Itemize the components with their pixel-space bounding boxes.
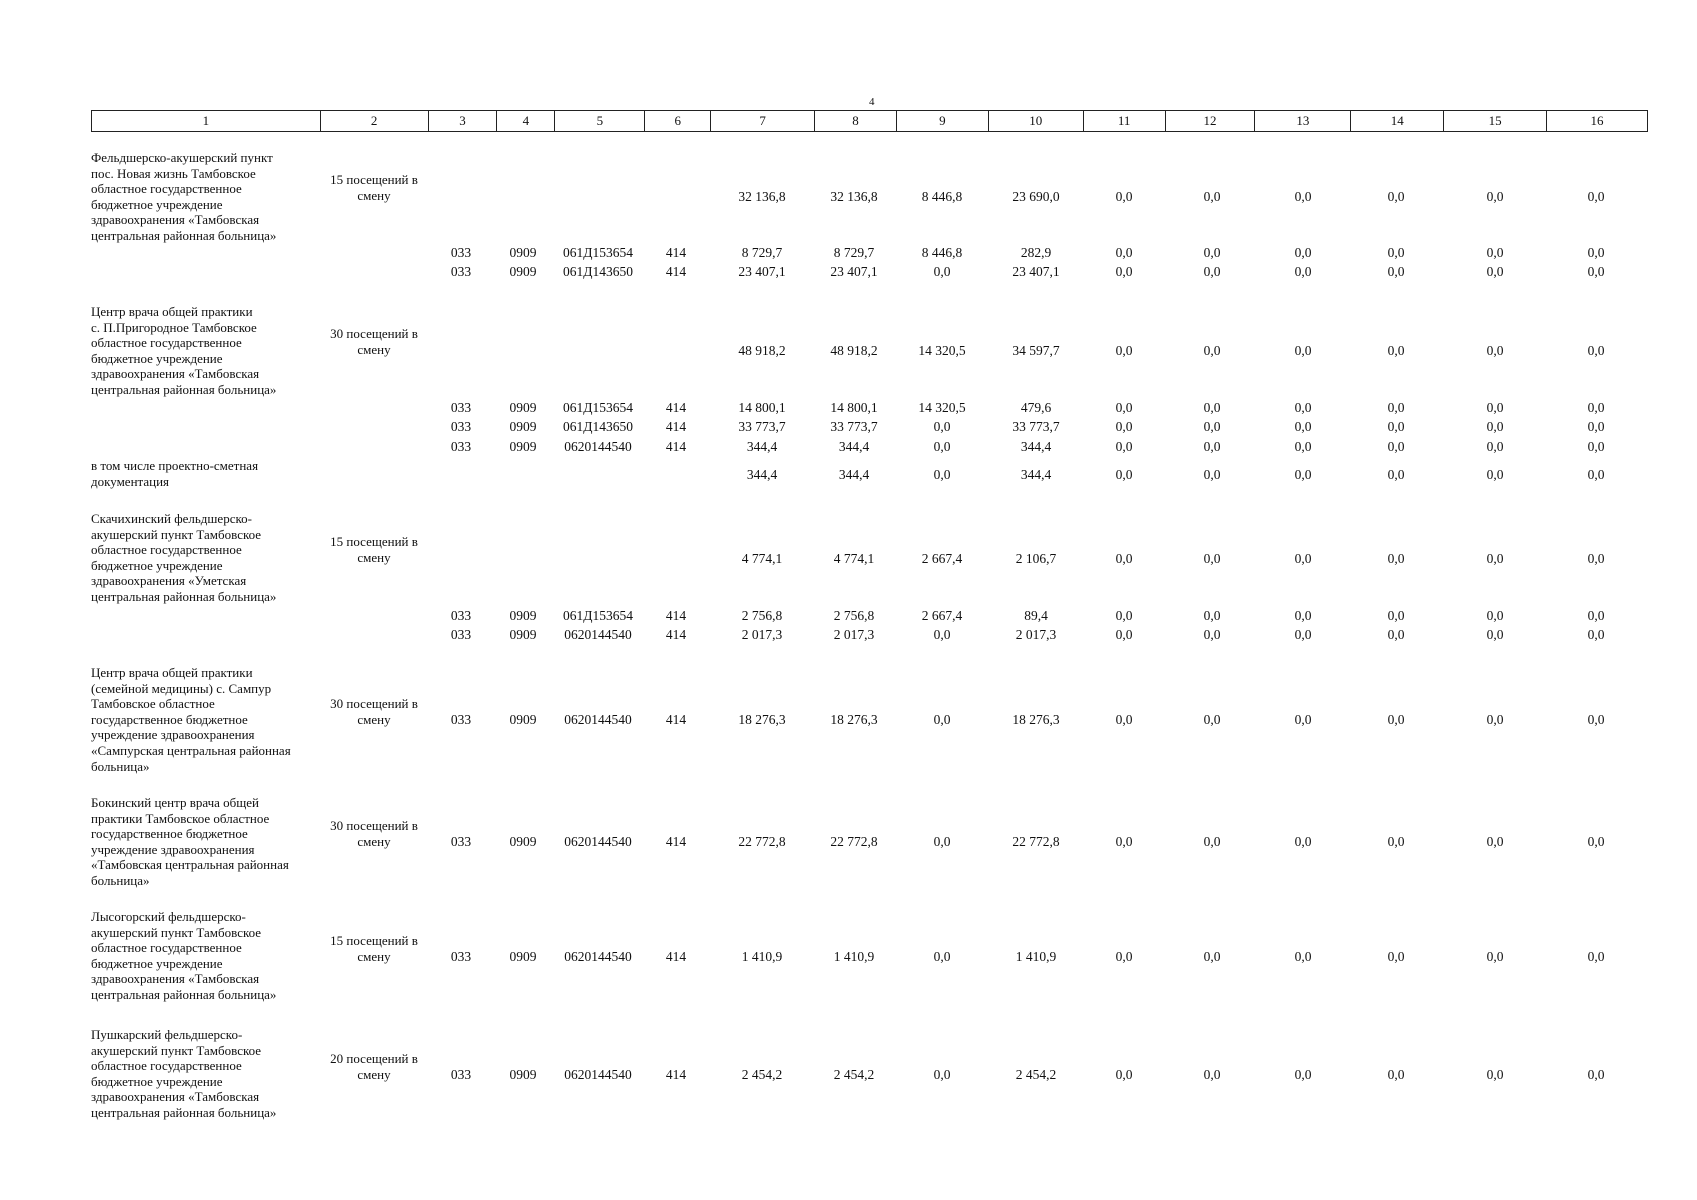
column-header-14: 14: [1351, 111, 1444, 131]
row-cell: 14 800,1: [738, 400, 786, 415]
row-cell: 0,0: [933, 264, 951, 279]
row-cell: 0,0: [1115, 419, 1133, 434]
total-cell: 0,0: [1115, 1067, 1133, 1082]
row-cell: 23 407,1: [738, 264, 786, 279]
row-cell: 0,0: [1387, 608, 1405, 623]
total-cell: 0,0: [1115, 343, 1133, 358]
total-cell: 0,0: [1115, 189, 1133, 204]
total-cell: 033: [450, 949, 472, 964]
total-cell: 0,0: [1587, 343, 1605, 358]
institution-name: Центр врача общей практики (семейной медицины) с. Сампур Тамбовское областное государственное бюджетное учреждение здравоохранения «Сампурская центральная районная больница»: [91, 665, 291, 774]
total-cell: 4 774,1: [833, 551, 875, 566]
row-cell: 0,0: [1387, 400, 1405, 415]
total-cell: 0909: [509, 949, 537, 964]
total-cell: 0,0: [1486, 467, 1504, 482]
row-cell: 0,0: [1294, 245, 1312, 260]
row-cell: 0,0: [1294, 439, 1312, 454]
column-header-16: 16: [1590, 113, 1604, 128]
row-cell: 0,0: [1387, 627, 1405, 642]
row-cell: 414: [665, 608, 687, 623]
total-cell: 0,0: [1486, 343, 1504, 358]
row-cell: 0,0: [1486, 439, 1504, 454]
row-cell: 0,0: [1203, 400, 1221, 415]
row-cell: 0,0: [933, 419, 951, 434]
row-cell: 0,0: [1486, 419, 1504, 434]
row-cell: 061Д153654: [563, 608, 633, 623]
row-cell: 033: [450, 400, 472, 415]
row-cell: 0,0: [1294, 608, 1312, 623]
total-cell: 0909: [509, 712, 537, 727]
total-cell: 14 320,5: [918, 343, 966, 358]
row-cell: 033: [450, 627, 472, 642]
total-cell: 0,0: [1203, 1067, 1221, 1082]
total-cell: 0,0: [1587, 1067, 1605, 1082]
row-cell: 8 729,7: [833, 245, 875, 260]
total-cell: 0,0: [1294, 712, 1312, 727]
total-cell: 414: [665, 712, 687, 727]
total-cell: 0,0: [1203, 467, 1221, 482]
row-cell: 2 756,8: [741, 608, 783, 623]
column-header-8: 8: [815, 111, 897, 131]
row-cell: 0,0: [1587, 608, 1605, 623]
row-cell: 0,0: [1486, 627, 1504, 642]
row-cell: 0,0: [1115, 400, 1133, 415]
total-cell: 0,0: [1387, 1067, 1405, 1082]
total-cell: 0,0: [933, 1067, 951, 1082]
row-cell: 0909: [509, 400, 537, 415]
total-cell: 48 918,2: [738, 343, 786, 358]
total-cell: 0,0: [1294, 834, 1312, 849]
row-cell: 33 773,7: [1012, 419, 1060, 434]
total-cell: 0,0: [1486, 551, 1504, 566]
total-cell: 0,0: [933, 834, 951, 849]
total-cell: 033: [450, 834, 472, 849]
row-cell: 061Д143650: [563, 419, 633, 434]
row-cell: 2 017,3: [833, 627, 875, 642]
total-cell: 0,0: [1294, 189, 1312, 204]
column-header-2: 2: [321, 111, 429, 131]
row-cell: 0909: [509, 245, 537, 260]
total-cell: 0,0: [1387, 834, 1405, 849]
total-cell: 0,0: [1294, 343, 1312, 358]
row-cell: 0,0: [1486, 400, 1504, 415]
row-cell: 0,0: [1387, 439, 1405, 454]
row-cell: 0,0: [1587, 419, 1605, 434]
row-cell: 8 729,7: [741, 245, 783, 260]
row-cell: 0,0: [1203, 264, 1221, 279]
total-cell: 0,0: [933, 949, 951, 964]
total-cell: 0,0: [1387, 712, 1405, 727]
row-cell: 0,0: [933, 439, 951, 454]
row-cell: 414: [665, 245, 687, 260]
total-cell: 2 454,2: [833, 1067, 875, 1082]
row-cell: 414: [665, 439, 687, 454]
total-cell: 0,0: [933, 712, 951, 727]
total-cell: 0,0: [1203, 189, 1221, 204]
total-cell: 0,0: [1387, 551, 1405, 566]
total-cell: 0,0: [1486, 1067, 1504, 1082]
capacity-cell: 15 посещений в смену: [330, 534, 418, 565]
total-cell: 414: [665, 834, 687, 849]
total-cell: 033: [450, 712, 472, 727]
row-cell: 0,0: [1115, 627, 1133, 642]
row-cell: 23 407,1: [830, 264, 878, 279]
total-cell: 18 276,3: [830, 712, 878, 727]
total-cell: 0,0: [1587, 949, 1605, 964]
total-cell: 0,0: [1294, 467, 1312, 482]
total-cell: 0,0: [1587, 467, 1605, 482]
total-cell: 0909: [509, 834, 537, 849]
row-cell: 2 017,3: [741, 627, 783, 642]
row-cell: 414: [665, 400, 687, 415]
capacity-cell: 15 посещений в смену: [330, 172, 418, 203]
total-cell: 32 136,8: [830, 189, 878, 204]
row-cell: 061Д143650: [563, 264, 633, 279]
row-cell: 89,4: [1024, 608, 1048, 623]
row-cell: 033: [450, 264, 472, 279]
row-cell: 8 446,8: [921, 245, 963, 260]
total-cell: 0,0: [1294, 551, 1312, 566]
capacity-cell: 30 посещений в смену: [330, 326, 418, 357]
row-cell: 0,0: [1115, 245, 1133, 260]
row-cell: 479,6: [1020, 400, 1052, 415]
total-cell: 344,4: [1020, 467, 1052, 482]
row-cell: 033: [450, 419, 472, 434]
row-cell: 0,0: [1203, 627, 1221, 642]
row-cell: 0620144540: [564, 627, 632, 642]
total-cell: 033: [450, 1067, 472, 1082]
total-cell: 0,0: [1203, 343, 1221, 358]
total-cell: 8 446,8: [921, 189, 963, 204]
total-cell: 1 410,9: [741, 949, 783, 964]
row-cell: 23 407,1: [1012, 264, 1060, 279]
row-cell: 414: [665, 264, 687, 279]
column-header-4: 4: [497, 111, 555, 131]
total-cell: 0,0: [1294, 1067, 1312, 1082]
total-cell: 414: [665, 1067, 687, 1082]
row-cell: 0,0: [1115, 608, 1133, 623]
page-number: 4: [869, 96, 875, 108]
total-cell: 344,4: [746, 467, 778, 482]
total-cell: 0,0: [1115, 467, 1133, 482]
total-cell: 22 772,8: [830, 834, 878, 849]
total-cell: 32 136,8: [738, 189, 786, 204]
total-cell: 344,4: [838, 467, 870, 482]
total-cell: 2 454,2: [1015, 1067, 1057, 1082]
total-cell: 22 772,8: [738, 834, 786, 849]
institution-name: Бокинский центр врача общей практики Тамбовское областное государственное бюджетное учреждение здравоохранения «Тамбовская центральная районная больница»: [91, 795, 289, 888]
total-cell: 0,0: [1294, 949, 1312, 964]
row-cell: 033: [450, 608, 472, 623]
total-cell: 0,0: [1587, 834, 1605, 849]
row-cell: 0,0: [1587, 245, 1605, 260]
total-cell: 0,0: [1587, 551, 1605, 566]
total-cell: 2 454,2: [741, 1067, 783, 1082]
total-cell: 2 106,7: [1015, 551, 1057, 566]
total-cell: 414: [665, 949, 687, 964]
total-cell: 18 276,3: [738, 712, 786, 727]
total-cell: 0620144540: [564, 712, 632, 727]
total-cell: 0,0: [1587, 712, 1605, 727]
institution-name: Фельдшерско-акушерский пункт пос. Новая жизнь Тамбовское областное государственное бюджетное учреждение здравоохранения «Тамбовская центральная районная больница»: [91, 150, 277, 243]
row-cell: 0,0: [1294, 419, 1312, 434]
row-cell: 14 320,5: [918, 400, 966, 415]
column-header-10: 10: [989, 111, 1084, 131]
row-cell: 0,0: [1203, 419, 1221, 434]
row-cell: 0909: [509, 608, 537, 623]
row-cell: 0909: [509, 419, 537, 434]
row-cell: 344,4: [746, 439, 778, 454]
total-cell: 0620144540: [564, 949, 632, 964]
column-header-11: 11: [1084, 111, 1166, 131]
column-header-15: 15: [1444, 111, 1547, 131]
row-cell: 061Д153654: [563, 400, 633, 415]
column-header-6: 6: [645, 111, 711, 131]
total-cell: 1 410,9: [833, 949, 875, 964]
row-cell: 0,0: [1203, 439, 1221, 454]
capacity-cell: 20 посещений в смену: [330, 1051, 418, 1082]
row-cell: 0909: [509, 627, 537, 642]
row-cell: 414: [665, 627, 687, 642]
total-cell: 0,0: [1203, 834, 1221, 849]
row-cell: 414: [665, 419, 687, 434]
row-cell: 0,0: [1294, 264, 1312, 279]
column-header-row: [91, 110, 1648, 132]
row-cell: 0,0: [1115, 439, 1133, 454]
capacity-cell: 15 посещений в смену: [330, 933, 418, 964]
total-cell: 0,0: [1387, 343, 1405, 358]
row-cell: 0,0: [1486, 264, 1504, 279]
total-cell: 34 597,7: [1012, 343, 1060, 358]
column-header-7: 7: [711, 111, 815, 131]
total-cell: 23 690,0: [1012, 189, 1060, 204]
institution-name: в том числе проектно-сметная документация: [91, 458, 259, 489]
row-cell: 344,4: [1020, 439, 1052, 454]
row-cell: 033: [450, 245, 472, 260]
total-cell: 0,0: [1486, 949, 1504, 964]
row-cell: 033: [450, 439, 472, 454]
capacity-cell: 30 посещений в смену: [330, 818, 418, 849]
total-cell: 2 667,4: [921, 551, 963, 566]
row-cell: 0,0: [1294, 400, 1312, 415]
row-cell: 0,0: [1387, 419, 1405, 434]
row-cell: 0620144540: [564, 439, 632, 454]
row-cell: 0909: [509, 439, 537, 454]
total-cell: 0,0: [1486, 189, 1504, 204]
total-cell: 0620144540: [564, 1067, 632, 1082]
total-cell: 0,0: [1587, 189, 1605, 204]
column-header-1: 1: [92, 111, 321, 131]
row-cell: 0,0: [1587, 264, 1605, 279]
total-cell: 0,0: [1115, 712, 1133, 727]
row-cell: 0,0: [1387, 264, 1405, 279]
row-cell: 344,4: [838, 439, 870, 454]
row-cell: 282,9: [1020, 245, 1052, 260]
total-cell: 1 410,9: [1015, 949, 1057, 964]
row-cell: 0,0: [1115, 264, 1133, 279]
capacity-cell: 30 посещений в смену: [330, 696, 418, 727]
institution-name: Пушкарский фельдшерско- акушерский пункт Тамбовское областное государственное бюджетное учреждение здравоохранения «Тамбовская центральная районная больница»: [91, 1027, 277, 1120]
total-cell: 0,0: [1115, 834, 1133, 849]
row-cell: 0,0: [1486, 608, 1504, 623]
total-cell: 0,0: [1115, 949, 1133, 964]
total-cell: 0620144540: [564, 834, 632, 849]
total-cell: 18 276,3: [1012, 712, 1060, 727]
institution-name: Лысогорский фельдшерско- акушерский пункт Тамбовское областное государственное бюджетное учреждение здравоохранения «Тамбовская центральная районная больница»: [91, 909, 277, 1002]
row-cell: 2 667,4: [921, 608, 963, 623]
total-cell: 0,0: [1203, 712, 1221, 727]
row-cell: 0,0: [1203, 245, 1221, 260]
institution-name: Скачихинский фельдшерско- акушерский пункт Тамбовское областное государственное бюджетное учреждение здравоохранения «Уметская центральная районная больница»: [91, 511, 277, 604]
column-header-5: 5: [555, 111, 645, 131]
row-cell: 14 800,1: [830, 400, 878, 415]
total-cell: 0,0: [1387, 949, 1405, 964]
row-cell: 0,0: [1387, 245, 1405, 260]
total-cell: 48 918,2: [830, 343, 878, 358]
row-cell: 0,0: [1587, 627, 1605, 642]
total-cell: 0,0: [1387, 467, 1405, 482]
row-cell: 0,0: [1587, 439, 1605, 454]
row-cell: 0,0: [1587, 400, 1605, 415]
total-cell: 0,0: [1387, 189, 1405, 204]
column-header-12: 12: [1166, 111, 1256, 131]
total-cell: 0909: [509, 1067, 537, 1082]
total-cell: 0,0: [1203, 551, 1221, 566]
row-cell: 0,0: [933, 627, 951, 642]
row-cell: 33 773,7: [830, 419, 878, 434]
row-cell: 2 756,8: [833, 608, 875, 623]
total-cell: 4 774,1: [741, 551, 783, 566]
row-cell: 0909: [509, 264, 537, 279]
column-header-9: 9: [897, 111, 989, 131]
row-cell: 0,0: [1294, 627, 1312, 642]
institution-name: Центр врача общей практики с. П.Пригородное Тамбовское областное государственное бюджетное учреждение здравоохранения «Тамбовская центральная районная больница»: [91, 304, 277, 397]
row-cell: 061Д153654: [563, 245, 633, 260]
total-cell: 0,0: [1486, 834, 1504, 849]
row-cell: 0,0: [1486, 245, 1504, 260]
total-cell: 0,0: [1203, 949, 1221, 964]
row-cell: 2 017,3: [1015, 627, 1057, 642]
total-cell: 0,0: [1115, 551, 1133, 566]
total-cell: 22 772,8: [1012, 834, 1060, 849]
row-cell: 0,0: [1203, 608, 1221, 623]
column-header-13: 13: [1255, 111, 1351, 131]
total-cell: 0,0: [933, 467, 951, 482]
row-cell: 33 773,7: [738, 419, 786, 434]
column-header-3: 3: [429, 111, 498, 131]
total-cell: 0,0: [1486, 712, 1504, 727]
